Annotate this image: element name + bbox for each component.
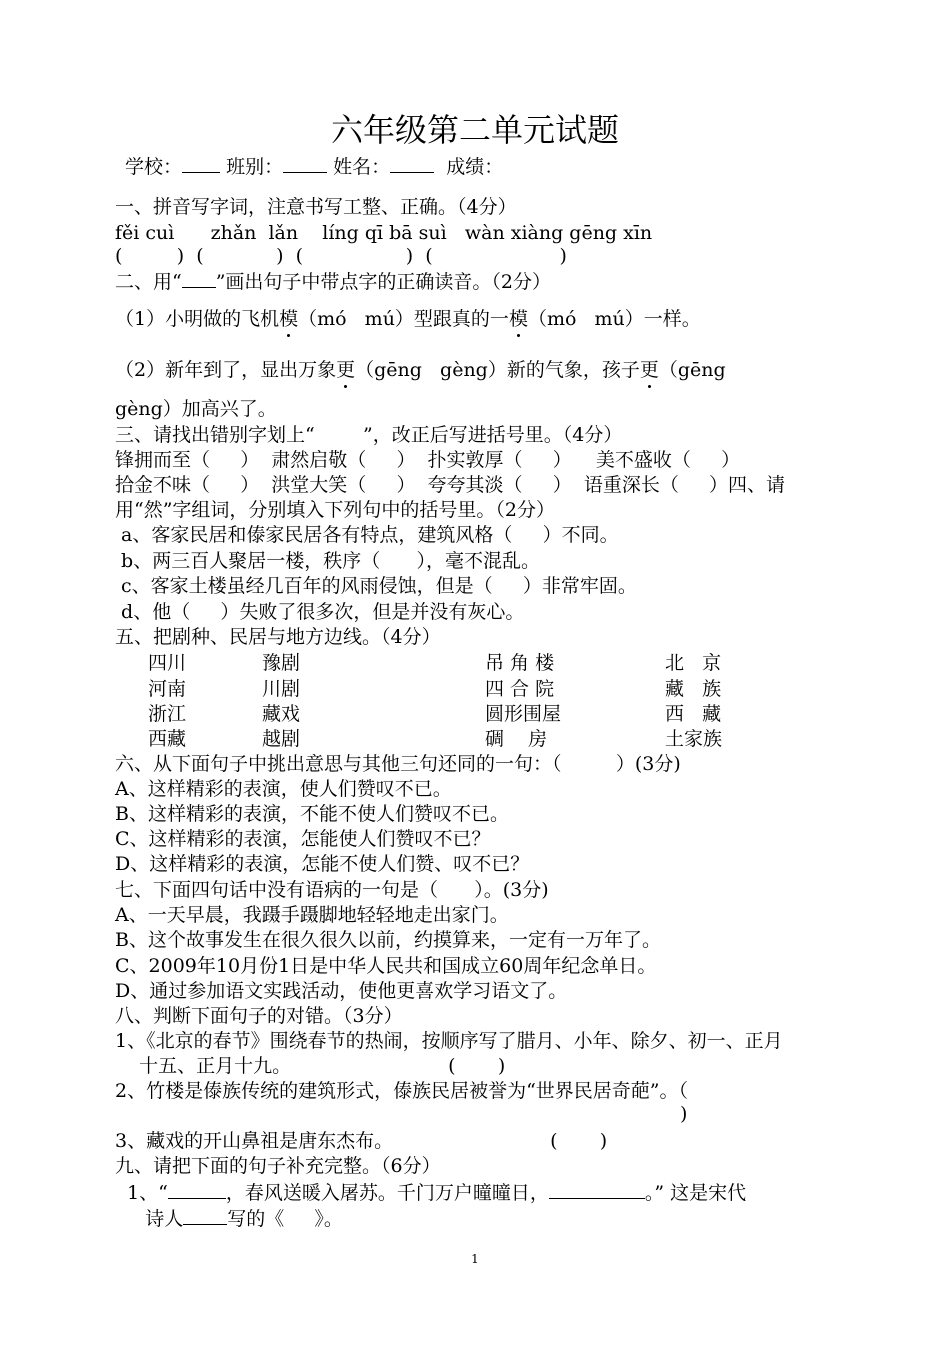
opera-item: 豫剧 xyxy=(262,652,301,674)
place-item: 河南 xyxy=(148,678,187,700)
region-item: 藏 族 xyxy=(665,678,722,700)
s1-heading: 一、拼音写字词，注意书写工整、正确。（4分） xyxy=(115,196,517,218)
poem-blank-2[interactable] xyxy=(549,1182,645,1199)
score-label: 成绩： xyxy=(446,156,504,178)
s2-q2: （2）新年到了，显出万象更（gēng gèng）新的气象，孩子更（gēng xyxy=(115,359,726,381)
dotted-char: 更 xyxy=(639,359,659,381)
region-item: 土家族 xyxy=(665,728,723,750)
s7-option-d: D、通过参加语文实践活动，使他更喜欢学习语文了。 xyxy=(115,980,568,1002)
s6-heading: 六、从下面句子中挑出意思与其他三句还同的一句：（ ）(3分) xyxy=(115,753,681,775)
s7-option-c: C、2009年10月份1日是中华人民共和国成立60周年纪念单日。 xyxy=(115,955,657,977)
opera-item: 川剧 xyxy=(262,678,301,700)
s2-q1: （1）小明做的飞机模（mó mú）型跟真的一模（mó mú）一样。 xyxy=(115,308,701,330)
s9-q1: 1、“ ，春风送暖入屠苏。千门万户曈曈日， 。” 这是宋代 xyxy=(115,1182,747,1204)
region-item: 西 藏 xyxy=(665,703,722,725)
school-label: 学校： xyxy=(125,156,183,178)
s8-q2-bracket: ) xyxy=(680,1103,688,1125)
page-title: 六年级第二单元试题 xyxy=(330,111,619,149)
s1-brackets: ( ) ( ) ( ) ( ) xyxy=(115,245,567,267)
name-blank[interactable] xyxy=(390,156,434,173)
header-line xyxy=(125,154,503,180)
s5-heading: 五、把剧种、民居与地方边线。（4分） xyxy=(115,626,441,648)
region-item: 北 京 xyxy=(665,652,722,674)
s9-q1-cont: 诗人 写的《 》。 xyxy=(115,1208,343,1230)
s3-heading: 三、请找出错别字划上“ ”，改正后写进括号里。（4分） xyxy=(115,424,623,446)
dotted-char: 模 xyxy=(508,308,528,330)
s9-heading: 九、请把下面的句子补充完整。（6分） xyxy=(115,1155,441,1177)
dotted-char: 模 xyxy=(279,308,299,330)
house-item: 四 合 院 xyxy=(485,678,555,700)
place-item: 浙江 xyxy=(148,703,187,725)
class-blank[interactable] xyxy=(283,156,327,173)
s2-q2-cont: gèng）加高兴了。 xyxy=(115,398,277,420)
s8-q2: 2、竹楼是傣族传统的建筑形式，傣族民居被誉为“世界民居奇葩”。（ xyxy=(115,1080,689,1102)
poem-blank-1[interactable] xyxy=(168,1182,226,1199)
poet-blank[interactable] xyxy=(183,1208,227,1225)
place-item: 四川 xyxy=(148,652,187,674)
s6-option-a: A、这样精彩的表演，使人们赞叹不已。 xyxy=(115,778,452,800)
house-item: 碉 房 xyxy=(485,728,548,750)
underline-sample xyxy=(182,271,216,288)
s3-row3: 用“然”字组词，分别填入下列句中的括号里。（2分） xyxy=(115,499,556,521)
opera-item: 藏戏 xyxy=(262,703,301,725)
s4-item-b: b、两三百人聚居一楼，秩序（ ），毫不混乱。 xyxy=(115,550,540,572)
house-item: 吊 角 楼 xyxy=(485,652,555,674)
s4-item-d: d、他（ ）失败了很多次，但是并没有灰心。 xyxy=(115,601,525,623)
place-item: 西藏 xyxy=(148,728,187,750)
s4-item-c: c、客家土楼虽经几百年的风雨侵蚀，但是（ ）非常牢固。 xyxy=(115,575,637,597)
s3-row2: 拾金不味（ ） 洪堂大笑（ ） 夸夸其淡（ ） 语重深长（ ）四、请 xyxy=(115,474,786,496)
s7-option-b: B、这个故事发生在很久很久以前，约摸算来，一定有一万年了。 xyxy=(115,929,661,951)
s7-option-a: A、一天早晨，我蹑手蹑脚地轻轻地走出家门。 xyxy=(115,904,509,926)
s3-row1: 锋拥而至（ ） 肃然启敬（ ） 扑实敦厚（ ） 美不盛收（ ） xyxy=(115,449,741,471)
opera-item: 越剧 xyxy=(262,728,301,750)
class-label: 班别： xyxy=(226,156,284,178)
s8-q3: 3、藏戏的开山鼻祖是唐东杰布。 ( ) xyxy=(115,1130,608,1152)
dotted-char: 更 xyxy=(336,359,356,381)
s6-option-d: D、这样精彩的表演，怎能不使人们赞、叹不已？ xyxy=(115,853,530,875)
s2-heading: 二、用“ ”画出句子中带点字的正确读音。（2分） xyxy=(115,271,552,293)
house-item: 圆形围屋 xyxy=(485,703,562,725)
page-number: 1 xyxy=(471,1252,479,1266)
s8-heading: 八、判断下面句子的对错。（3分） xyxy=(115,1005,403,1027)
s4-item-a: a、客家民居和傣家民居各有特点，建筑风格（ ）不同。 xyxy=(115,524,619,546)
s8-q1: 1、《北京的春节》围绕春节的热闹，按顺序写了腊月、小年、除夕、初一、正月 xyxy=(115,1030,783,1052)
s7-heading: 七、下面四句话中没有语病的一句是（ ）。(3分) xyxy=(115,879,549,901)
s8-q1-cont: 十五、正月十九。 ( ) xyxy=(115,1055,506,1077)
s1-pinyin: fěi cuì zhǎn lǎn líng qī bā suì wàn xiàng gēng xīn xyxy=(115,222,653,244)
school-blank[interactable] xyxy=(182,156,220,173)
s6-option-c: C、这样精彩的表演，怎能使人们赞叹不已？ xyxy=(115,828,491,850)
name-label: 姓名： xyxy=(333,156,391,178)
s6-option-b: B、这样精彩的表演，不能不使人们赞叹不已。 xyxy=(115,803,509,825)
